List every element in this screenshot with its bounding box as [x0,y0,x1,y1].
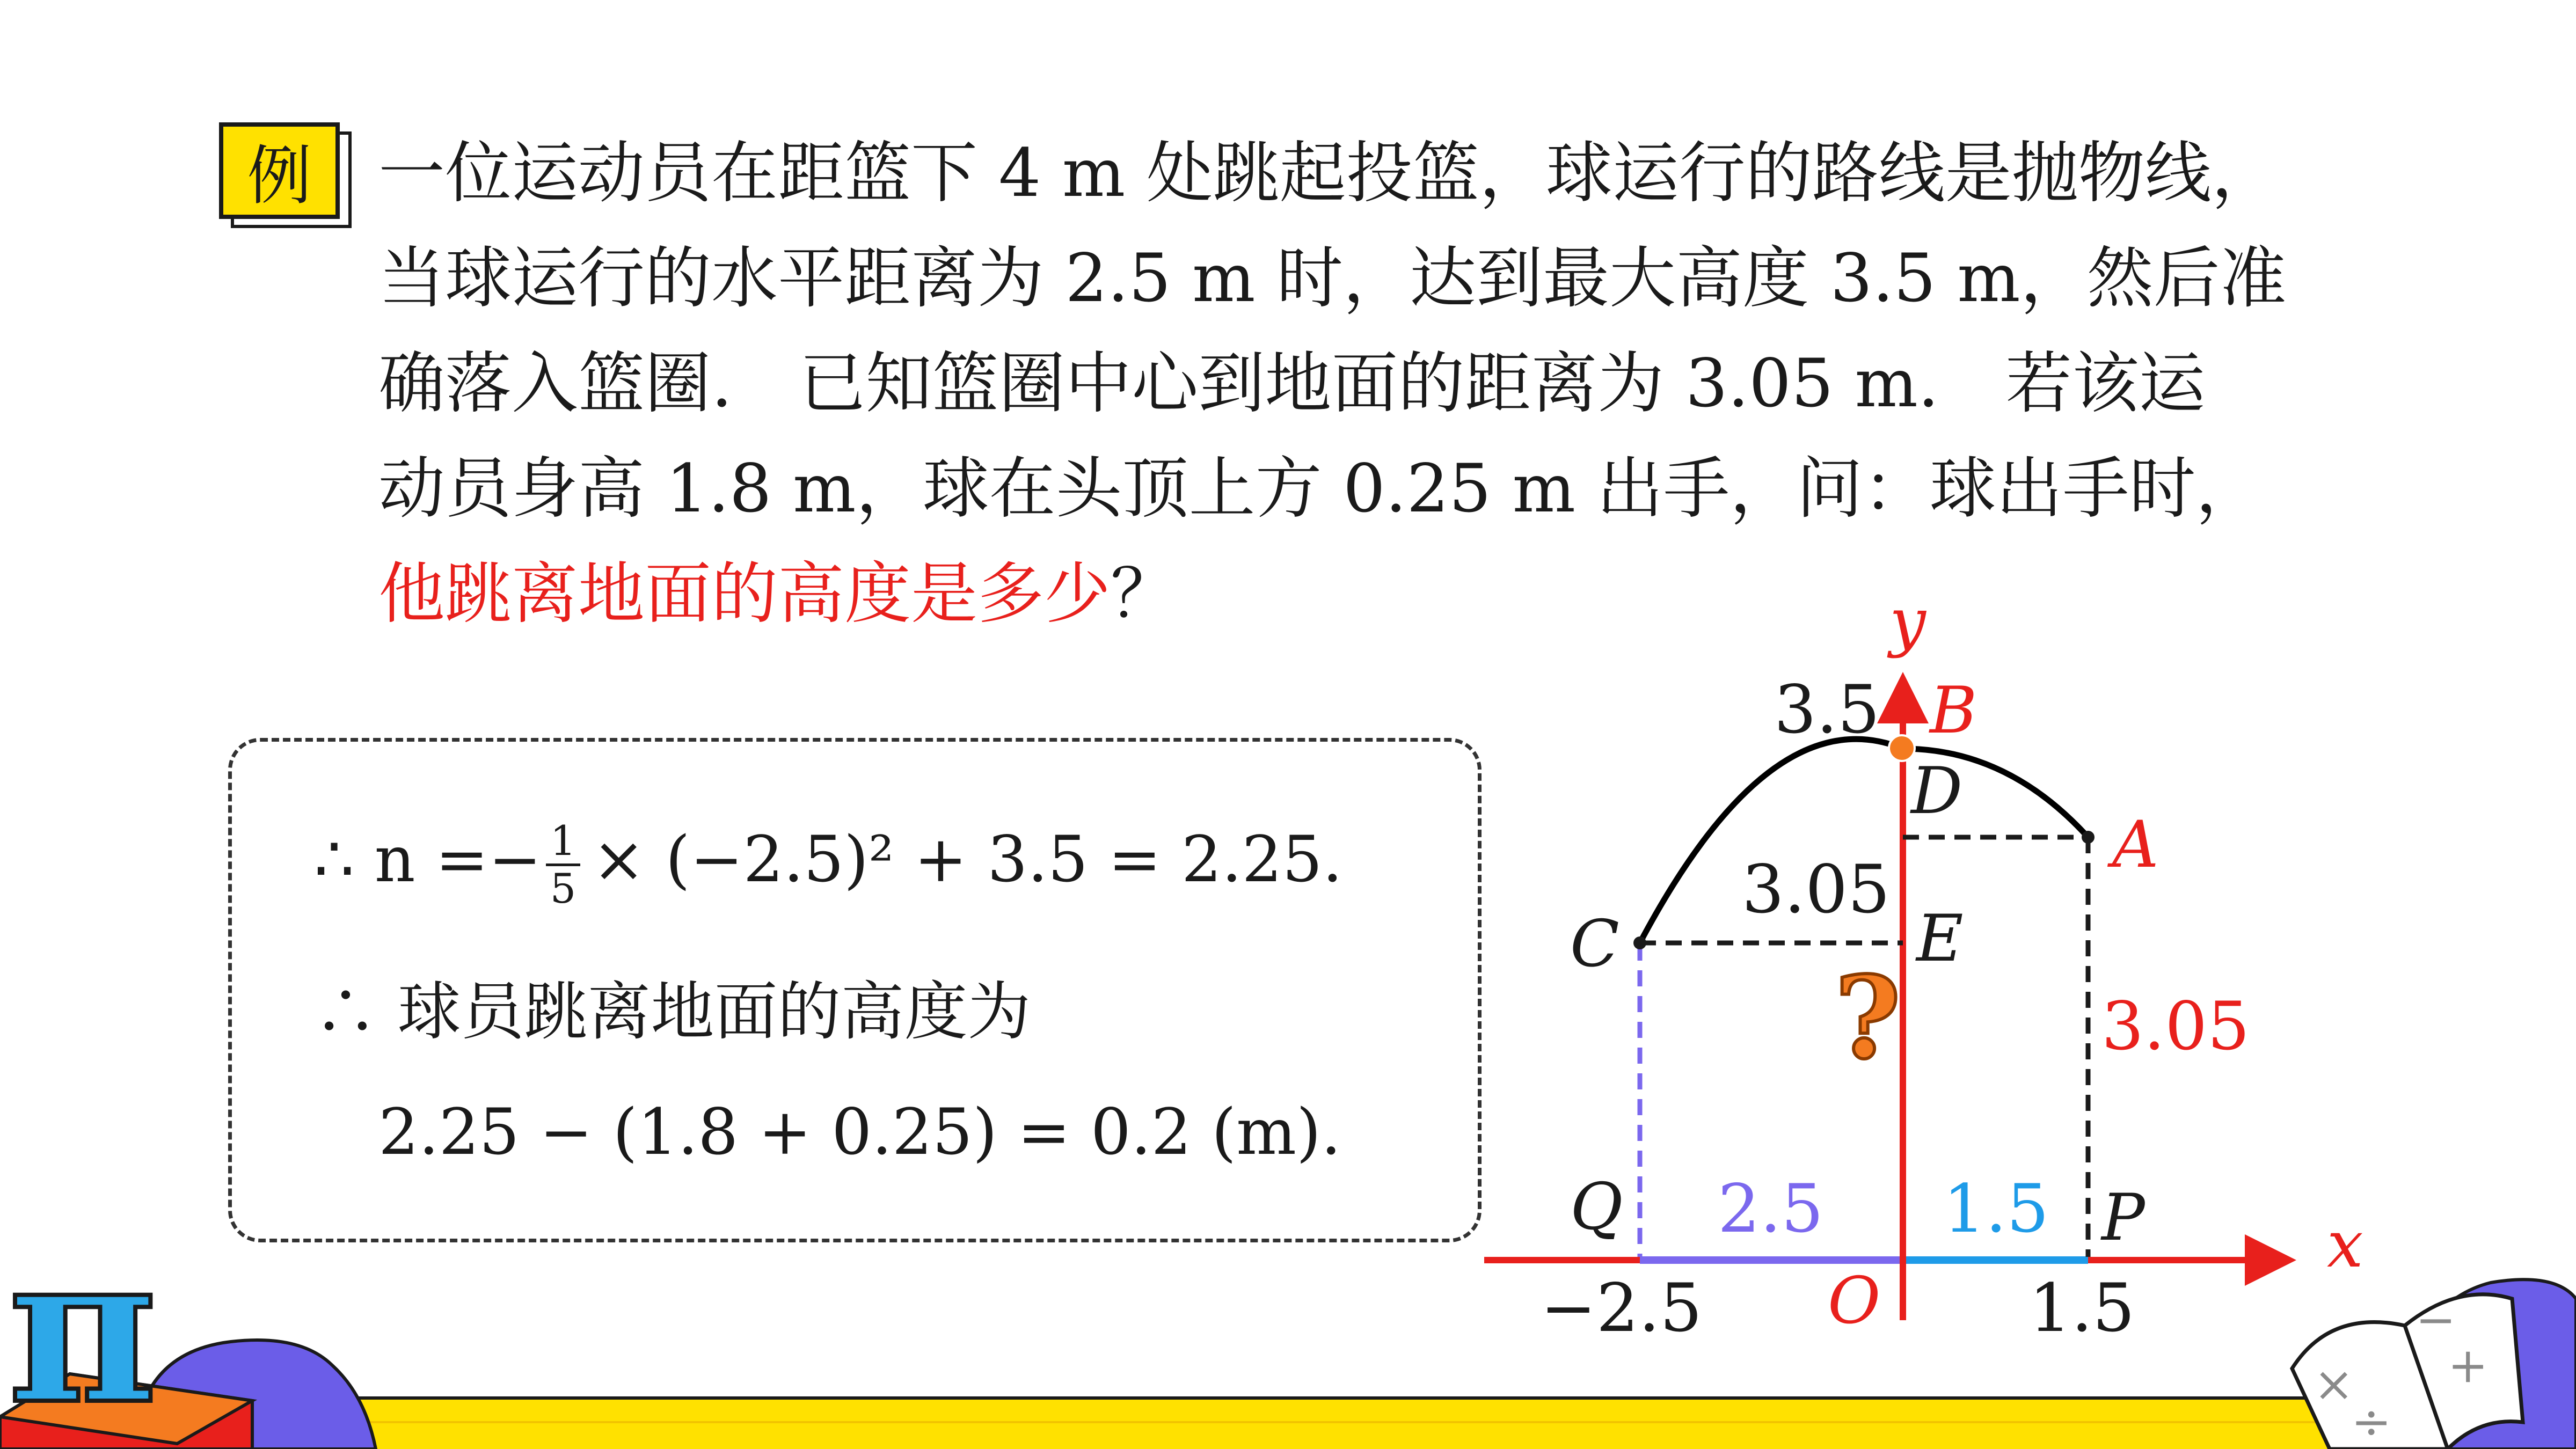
label-q: Q [1570,1170,1623,1245]
problem-line-3: 确落入篮圈. 已知篮圈中心到地面的距离为 3.05 m. 若该运 [378,345,2206,422]
label-b: B [1930,674,1977,748]
book-mark-divide: ÷ [2351,1394,2392,1449]
y-axis-label: y [1889,585,1926,660]
open-book-icon [2292,1292,2523,1449]
origin-label: O [1828,1264,1881,1338]
book-mark-minus: − [2416,1292,2456,1348]
problem-question-mark: ？ [1111,555,1178,633]
bottom-yellow-stripe [322,1398,2576,1449]
problem-line-2: 当球运行的水平距离为 2.5 m 时，达到最大高度 3.5 m，然后准 [378,240,2287,317]
answer-line-1-rest: × (−2.5)² + 3.5 = 2.25. [592,822,1343,897]
label-y-top-value: 3.5 [1774,671,1880,749]
label-de-height: 3.05 [1742,851,1891,928]
book-mark-times: × [2314,1356,2354,1413]
answer-line-1-prefix: ∴ n =− [314,822,542,897]
label-a: A [2112,808,2159,882]
label-ap-height: 3.05 [2101,988,2250,1065]
label-qo-length: 2.5 [1718,1170,1824,1248]
answer-fraction-denominator: 5 [550,865,577,912]
label-c: C [1570,907,1619,982]
label-d: D [1911,754,1963,829]
label-x-pos: 1.5 [2029,1270,2135,1347]
example-badge-label: 例 [247,139,312,214]
problem-line-4: 动员身高 1.8 m，球在头顶上方 0.25 m 出手，问：球出手时， [378,450,2263,528]
book-mark-plus: + [2448,1337,2489,1394]
label-e: E [1916,902,1964,976]
problem-question: 他跳离地面的高度是多少 [378,555,1111,633]
x-axis-label: x [2327,1208,2363,1282]
label-p: P [2101,1181,2145,1255]
question-mark-icon: ? [1835,952,1901,1084]
answer-line-2: ∴ 球员跳离地面的高度为 [314,975,1031,1049]
problem-line-1: 一位运动员在距篮下 4 m 处跳起投篮，球运行的路线是抛物线， [378,135,2278,212]
answer-line-3: 2.25 − (1.8 + 0.25) = 0.2 (m). [378,1095,1341,1169]
pi-icon: π [8,1209,158,1449]
answer-fraction-numerator: 1 [546,818,580,866]
label-op-length: 1.5 [1943,1170,2049,1248]
label-x-neg: −2.5 [1541,1270,1703,1347]
